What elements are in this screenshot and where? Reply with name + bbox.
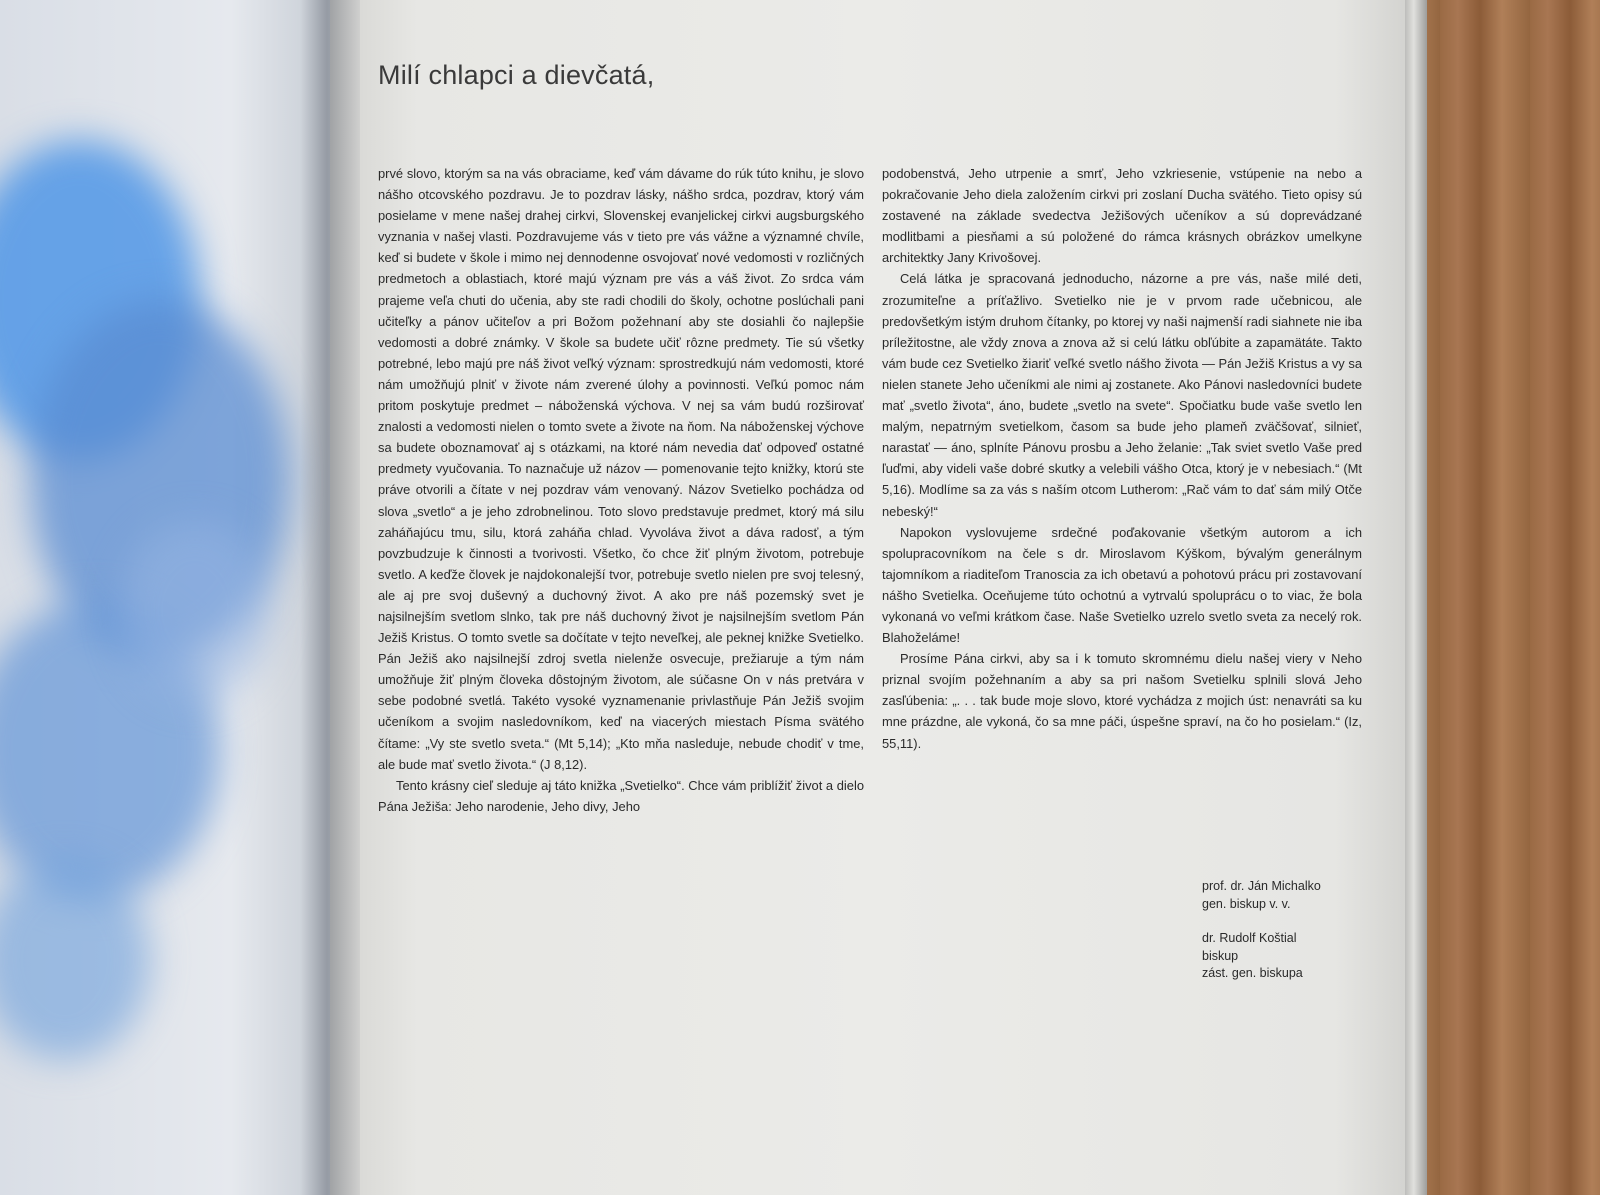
signatory-role: zást. gen. biskupa: [1202, 966, 1303, 980]
greeting-heading: Milí chlapci a dievčatá,: [378, 60, 655, 90]
paragraph: Tento krásny cieľ sleduje aj táto knižka „Svetielko“. Chce vám priblížiť život a dielo Pána Ježiša: Jeho narodenie, Jeho divy, Jeho: [378, 777, 864, 814]
book-gutter: [300, 0, 360, 1195]
page-edge: [1405, 0, 1427, 1195]
paragraph: Napokon vyslovujeme srdečné poďakovanie všetkým autorom a ich spolupracovníkom na čele s dr. Miroslavom Kýškom, bývalým generálnym tajomníkom a riaditeľom Tranoscia za ich obetavú a pohotovú prácu pri zostavovaní nášho Svetielka. Oceňujeme túto ochotnú a vytrvalú spoluprácu o to viac, že bola vykonaná vo veľmi krátkom čase. Naše Svetielko uzrelo svetlo sveta za necelý rok. Blahoželáme!: [882, 524, 1362, 646]
text-column-left: [378, 163, 864, 817]
paragraph: podobenstvá, Jeho utrpenie a smrť, Jeho vzkriesenie, vstúpenie na nebo a pokračovanie Jeho diela založením cirkvi pri zoslaní Ducha svätého. Tieto opisy sú zostavené na základe svedectva Ježišových učeníkov a sú doprevádzané modlitbami a piesňami a sú položené do rámca krásnych obrázkov umelkyne architektky Jany Krivošovej.: [882, 166, 1362, 266]
left-page-watercolor: [0, 0, 330, 1195]
signatory-name: prof. dr. Ján Michalko: [1202, 879, 1321, 893]
text-column-right: [882, 163, 1362, 754]
signature-block-1: [1202, 878, 1321, 913]
paragraph: Celá látka je spracovaná jednoducho, názorne a pre vás, naše milé deti, zrozumiteľne a príťažlivo. Svetielko nie je v prvom rade učebnicou, ale predovšetkým istým druhom čítanky, po ktorej vy naši najmenší radi siahnete nie iba príležitostne, ale vždy znova a znova až si celú látku obľúbite a zapamätáte. Takto vám bude cez Svetielko žiariť veľké svetlo nášho života — Pán Ježiš Kristus a vy sa nielen stanete Jeho učeníkmi ale nimi aj zostanete. Ako Pánovi nasledovníci budete mať „svetlo života“, áno, budete „svetlo na svete“. Spočiatku bude vaše svetlo len malým, nepatrným svetielkom, časom sa bude jeho plameň zväčšovať, silnieť, narastať — áno, splníte Pánovu prosbu a Jeho želanie: „Tak sviet svetlo Vaše pred ľuďmi, aby videli vaše dobré skutky a velebili vášho Otca, ktorý je v nebesiach.“ (Mt 5,16). Modlíme sa za vás s naším otcom Lutherom: „Rač vám to dať sám milý Otče nebeský!“: [882, 271, 1362, 519]
paragraph: Prosíme Pána cirkvi, aby sa i k tomuto skromnému dielu našej viery v Neho priznal svojím požehnaním a aby sa pri našom Svetielku splnili slová Jeho zasľúbenia: „. . . tak bude moje slovo, ktoré vychádza z mojich úst: nenavráti sa ku mne prázdne, ale vykoná, čo sa mne páči, úspešne spraví, na čo ho posielam.“ (Iz, 55,11).: [882, 651, 1362, 751]
paragraph: prvé slovo, ktorým sa na vás obraciame, keď vám dávame do rúk túto knihu, je slovo nášho otcovského pozdravu. Je to pozdrav lásky, nášho srdca, pozdrav, ktorý vám posielame v mene našej drahej cirkvi, Slovenskej evanjelickej cirkvi augsburgského vyznania v našej vlasti. Pozdravujeme vás v tieto pre vás vážne a významné chvíle, keď si budete v škole i mimo nej dennodenne osvojovať nové vedomosti v rozličných predmetoch a oblastiach, ktoré majú význam pre vás a váš život. Zo srdca vám prajeme veľa chuti do učenia, aby ste radi chodili do školy, ochotne poslúchali pani učiteľky a pánov učiteľov a pri Božom požehnaní aby ste dosiahli čo najlepšie vedomosti a dobré známky. V škole sa budete učiť rôzne predmety. Tie sú všetky potrebné, lebo majú pre náš život veľký význam: sprostredkujú nám vedomosti, ktoré nám umožňujú plniť v živote nám zverené úlohy a povinnosti. Veľkú pomoc nám pritom poskytuje predmet – náboženská výchova. V nej sa vám budú rozširovať znalosti a vedomosti nielen o tomto svete a živote na ňom. Na náboženskej výchove sa budete oboznamovať aj s otázkami, na ktoré nám nevedia dať odpoveď ostatné predmety vyučovania. To naznačuje už názov — pomenovanie tejto knižky, ktorú ste práve otvorili a čítate v nej pozdrav vám venovaný. Názov Svetielko pochádza od slova „svetlo“ a je jeho zdrobnelinou. Toto slovo predstavuje predmet, ktorý má silu zaháňajúcu tmu, silu, ktorá zaháňa chlad. Vyvoláva život a dáva radosť, a tým povzbudzuje k činnosti a tvorivosti. Všetko, čo chce žiť plným životom, potrebuje svetlo. A keďže človek je najdokonalejší tvor, potrebuje svetlo nielen pre svoj telesný, ale aj pre svoj duševný a duchovný život. A ako pre náš pozemský svet je najsilnejším svetlom slnko, tak pre náš duchovný život je najsilnejším svetlom Pán Ježiš Kristus. O tomto svetle sa dočítate v tejto neveľkej, ale peknej knižke Svetielko. Pán Ježiš ako najsilnejší zdroj svetla nielenže osvecuje, prežiaruje a tým nám umožňuje žiť plným človeka dôstojným životom, ale súčasne On v nás pretvára v sebe podobné svetlá. Takéto vysoké vyznamenanie privlastňuje Pán Ježiš svojim učeníkom a svojim nasledovníkom, keď na viacerých miestach Písma svätého čítame: „Vy ste svetlo sveta.“ (Mt 5,14); „Kto mňa nasleduje, nebude chodiť v tme, ale bude mať svetlo života.“ (J 8,12).: [378, 166, 864, 772]
signatory-title: biskup: [1202, 948, 1239, 963]
signatory-name: dr. Rudolf Koštial: [1202, 931, 1297, 945]
signature-block-2: [1202, 930, 1303, 983]
signatory-title: gen. biskup v. v.: [1202, 896, 1291, 911]
